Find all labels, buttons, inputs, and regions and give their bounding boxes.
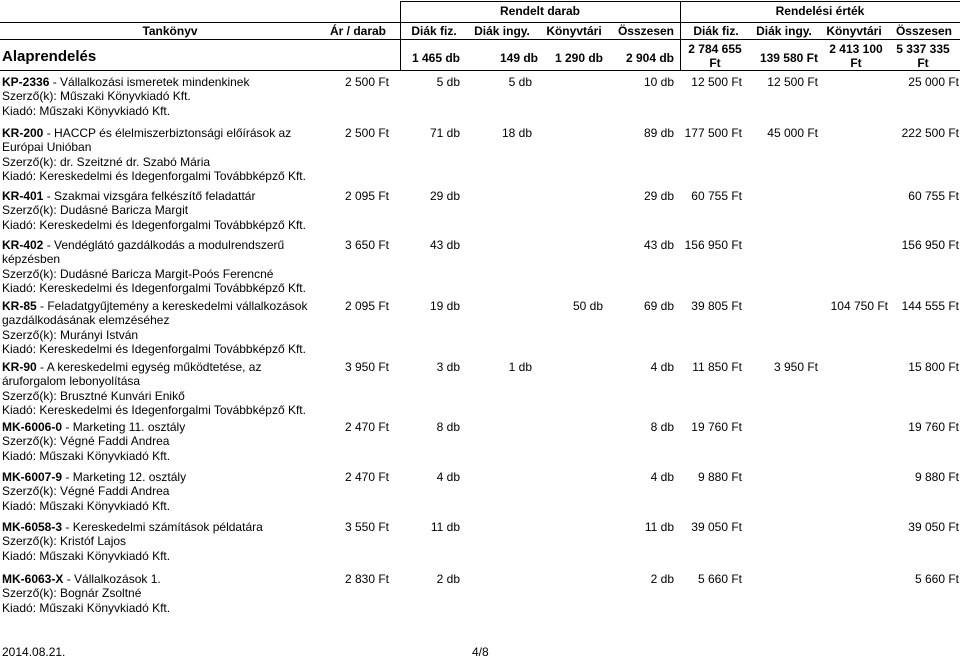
book-title: - Marketing 11. osztály <box>62 420 186 434</box>
col-konyvtari-ft-header: Könyvtári <box>826 24 882 38</box>
book-detail-line: Szerző(k): Dudásné Baricza Margit <box>2 203 189 218</box>
book-detail-line: Szerző(k): dr. Szeitzné dr. Szabó Mária <box>2 154 211 169</box>
row-osszesen-db: 29 db <box>643 189 674 203</box>
book-title: - Feladatgyűjtemény a kereskedelmi vállalkozások <box>36 299 308 313</box>
group-ordered-header: Rendelt darab <box>499 4 580 18</box>
book-entry <box>2 189 320 232</box>
row-osszesen-db: 2 db <box>650 572 674 586</box>
book-entry <box>2 126 320 184</box>
summary-diak-ingy-db: 149 db <box>499 51 538 65</box>
row-price: 2 500 Ft <box>344 126 389 140</box>
row-diak-fiz-db: 4 db <box>436 470 460 484</box>
book-title: - HACCP és élelmiszerbiztonsági előírások az <box>43 126 292 140</box>
summary-konyvtari-ft-line2: Ft <box>850 56 862 70</box>
row-diak-fiz-ft: 19 760 Ft <box>691 420 742 434</box>
row-osszesen-ft: 60 755 Ft <box>908 189 959 203</box>
row-price: 3 950 Ft <box>344 360 389 374</box>
row-price: 2 470 Ft <box>344 470 389 484</box>
row-diak-fiz-ft: 5 660 Ft <box>697 572 742 586</box>
row-osszesen-db: 69 db <box>643 299 674 313</box>
book-entry <box>2 470 320 513</box>
group-value-header: Rendelési érték <box>775 4 865 18</box>
row-diak-fiz-ft: 39 050 Ft <box>691 520 742 534</box>
row-konyvtari-db: 50 db <box>572 299 603 313</box>
book-code: KR-402 <box>2 238 44 252</box>
book-title-line <box>2 420 320 434</box>
book-title-line <box>2 299 320 313</box>
book-entry <box>2 520 320 563</box>
book-detail-line: képzésben <box>2 252 61 267</box>
row-price: 2 830 Ft <box>344 572 389 586</box>
row-osszesen-db: 43 db <box>643 238 674 252</box>
row-osszesen-ft: 144 555 Ft <box>901 299 959 313</box>
row-diak-fiz-db: 5 db <box>436 75 460 89</box>
row-konyvtari-ft: 104 750 Ft <box>830 299 888 313</box>
book-detail-line: Kiadó: Kereskedelmi és Idegenforgalmi Továbbképző Kft. <box>2 217 306 232</box>
book-code: KR-90 <box>2 360 37 374</box>
book-title-line <box>2 126 320 140</box>
book-entry <box>2 238 320 296</box>
book-code: KR-200 <box>2 126 44 140</box>
book-detail-line: áruforgalom lebonyolítása <box>2 374 141 389</box>
row-diak-fiz-ft: 39 805 Ft <box>691 299 742 313</box>
row-diak-ingy-ft: 45 000 Ft <box>767 126 818 140</box>
book-entry <box>2 75 320 118</box>
book-detail-line: Szerző(k): Végné Faddi Andrea <box>2 434 170 449</box>
row-diak-fiz-db: 11 db <box>430 520 460 534</box>
summary-bottom-rule <box>0 70 960 71</box>
summary-diak-fiz-db: 1 465 db <box>411 51 460 65</box>
row-osszesen-db: 8 db <box>650 420 674 434</box>
header-row1-rule <box>0 22 960 23</box>
row-osszesen-ft: 15 800 Ft <box>908 360 959 374</box>
summary-diak-ingy-ft: 139 580 Ft <box>759 51 818 65</box>
book-code: MK-6058-3 <box>2 520 63 534</box>
book-detail-line: Szerző(k): Kristóf Lajos <box>2 534 127 549</box>
col-diak-ingy-ft-header: Diák ingy. <box>756 24 812 38</box>
book-title: - Marketing 12. osztály <box>62 470 187 484</box>
col-diak-fiz-db-header: Diák fiz. <box>411 24 457 38</box>
row-price: 3 650 Ft <box>344 238 389 252</box>
row-diak-ingy-db: 5 db <box>508 75 532 89</box>
row-osszesen-ft: 25 000 Ft <box>908 75 959 89</box>
summary-osszesen-ft-line1: 5 337 335 <box>896 42 950 56</box>
row-diak-fiz-ft: 156 950 Ft <box>684 238 742 252</box>
book-detail-line: Szerző(k): Bognár Zsoltné <box>2 586 142 601</box>
row-diak-fiz-db: 29 db <box>429 189 460 203</box>
row-osszesen-ft: 156 950 Ft <box>901 238 959 252</box>
row-osszesen-db: 10 db <box>643 75 674 89</box>
row-diak-ingy-ft: 3 950 Ft <box>773 360 818 374</box>
row-osszesen-db: 4 db <box>650 360 674 374</box>
summary-label: Alaprendelés <box>2 48 97 65</box>
book-detail-line: Kiadó: Műszaki Könyvkiadó Kft. <box>2 548 171 563</box>
book-title-line <box>2 572 320 586</box>
header-row2-rule <box>0 39 960 40</box>
row-diak-fiz-ft: 177 500 Ft <box>684 126 742 140</box>
row-osszesen-ft: 19 760 Ft <box>908 420 959 434</box>
book-title: - Szakmai vizsgára felkészítő feladattár <box>43 189 256 203</box>
col-diak-ingy-db-header: Diák ingy. <box>474 24 530 38</box>
book-entry <box>2 420 320 463</box>
book-title-line <box>2 75 320 89</box>
summary-konyvtari-ft-line1: 2 413 100 <box>829 42 883 56</box>
row-osszesen-ft: 39 050 Ft <box>908 520 959 534</box>
book-detail-line: Kiadó: Műszaki Könyvkiadó Kft. <box>2 600 171 615</box>
book-code: MK-6007-9 <box>2 470 63 484</box>
row-osszesen-ft: 222 500 Ft <box>901 126 959 140</box>
row-price: 2 470 Ft <box>344 420 389 434</box>
book-code: KR-401 <box>2 189 44 203</box>
summary-diak-fiz-ft-line1: 2 784 655 <box>688 42 742 56</box>
row-price: 2 500 Ft <box>344 75 389 89</box>
book-title-line <box>2 360 320 374</box>
row-diak-fiz-ft: 11 850 Ft <box>692 360 742 374</box>
col-diak-fiz-ft-header: Diák fiz. <box>693 24 739 38</box>
row-diak-fiz-db: 8 db <box>436 420 460 434</box>
col-book-header: Tankönyv <box>142 24 198 38</box>
book-detail-line: Kiadó: Műszaki Könyvkiadó Kft. <box>2 498 171 513</box>
col-price-header: Ár / darab <box>329 24 386 38</box>
row-diak-ingy-db: 18 db <box>501 126 532 140</box>
book-detail-line: Kiadó: Kereskedelmi és Idegenforgalmi Továbbképző Kft. <box>2 342 306 357</box>
row-price: 2 095 Ft <box>344 299 389 313</box>
summary-konyvtari-db: 1 290 db <box>554 51 603 65</box>
book-title-line <box>2 470 320 484</box>
book-detail-line: Szerző(k): Dudásné Baricza Margit-Poós Ferencné <box>2 266 274 281</box>
book-detail-line: Kiadó: Műszaki Könyvkiadó Kft. <box>2 448 171 463</box>
book-detail-line: Szerző(k): Végné Faddi Andrea <box>2 484 170 499</box>
row-diak-fiz-db: 71 db <box>429 126 460 140</box>
row-diak-fiz-ft: 60 755 Ft <box>691 189 742 203</box>
row-diak-ingy-db: 1 db <box>508 360 532 374</box>
book-detail-line: Kiadó: Kereskedelmi és Idegenforgalmi Továbbképző Kft. <box>2 403 306 418</box>
book-detail-line: Szerző(k): Műszaki Könyvkiadó Kft. <box>2 89 191 104</box>
book-code: KP-2336 <box>2 75 50 89</box>
book-detail-line: Szerző(k): Murányi István <box>2 327 139 342</box>
book-title-line <box>2 238 320 252</box>
book-title: - Vállalkozási ismeretek mindenkinek <box>49 75 250 89</box>
footer-page-number: 4/8 <box>472 645 489 659</box>
summary-diak-fiz-ft-line2: Ft <box>709 56 721 70</box>
row-diak-fiz-db: 19 db <box>429 299 460 313</box>
book-code: MK-6006-0 <box>2 420 63 434</box>
row-diak-fiz-db: 3 db <box>436 360 460 374</box>
book-detail-line: Kiadó: Műszaki Könyvkiadó Kft. <box>2 103 171 118</box>
book-entry <box>2 572 320 615</box>
row-diak-fiz-ft: 12 500 Ft <box>691 75 742 89</box>
row-osszesen-db: 89 db <box>643 126 674 140</box>
row-diak-fiz-db: 2 db <box>436 572 460 586</box>
book-code: KR-85 <box>2 299 37 313</box>
row-diak-ingy-ft: 12 500 Ft <box>767 75 818 89</box>
book-detail-line: Kiadó: Kereskedelmi és Idegenforgalmi Továbbképző Kft. <box>2 281 306 296</box>
book-code: MK-6063-X <box>2 572 64 586</box>
summary-osszesen-db: 2 904 db <box>625 51 674 65</box>
book-entry <box>2 360 320 418</box>
footer-date: 2014.08.21. <box>2 645 66 659</box>
row-osszesen-ft: 9 880 Ft <box>914 470 959 484</box>
row-diak-fiz-db: 43 db <box>429 238 460 252</box>
row-osszesen-db: 4 db <box>650 470 674 484</box>
book-detail-line: Kiadó: Kereskedelmi és Idegenforgalmi Továbbképző Kft. <box>2 169 306 184</box>
col-osszesen-db-header: Összesen <box>617 24 675 38</box>
book-entry <box>2 299 320 357</box>
row-price: 2 095 Ft <box>344 189 389 203</box>
book-title: - Vállalkozások 1. <box>63 572 161 586</box>
book-detail-line: Szerző(k): Brusztné Kunvári Enikő <box>2 388 185 403</box>
book-title: - A kereskedelmi egység működtetése, az <box>36 360 262 374</box>
book-detail-line: Európai Unióban <box>2 140 92 155</box>
row-osszesen-db: 11 db <box>644 520 674 534</box>
col-konyvtari-db-header: Könyvtári <box>546 24 602 38</box>
row-price: 3 550 Ft <box>344 520 389 534</box>
row-diak-fiz-ft: 9 880 Ft <box>697 470 742 484</box>
book-title-line <box>2 189 320 203</box>
book-title: - Vendéglátó gazdálkodás a modulrendszerű <box>43 238 285 252</box>
summary-osszesen-ft-line2: Ft <box>917 56 929 70</box>
book-detail-line: gazdálkodásának elemzéséhez <box>2 313 170 328</box>
book-title: - Kereskedelmi számítások példatára <box>62 520 263 534</box>
row-osszesen-ft: 5 660 Ft <box>914 572 959 586</box>
col-osszesen-ft-header: Összesen <box>895 24 953 38</box>
book-title-line <box>2 520 320 534</box>
